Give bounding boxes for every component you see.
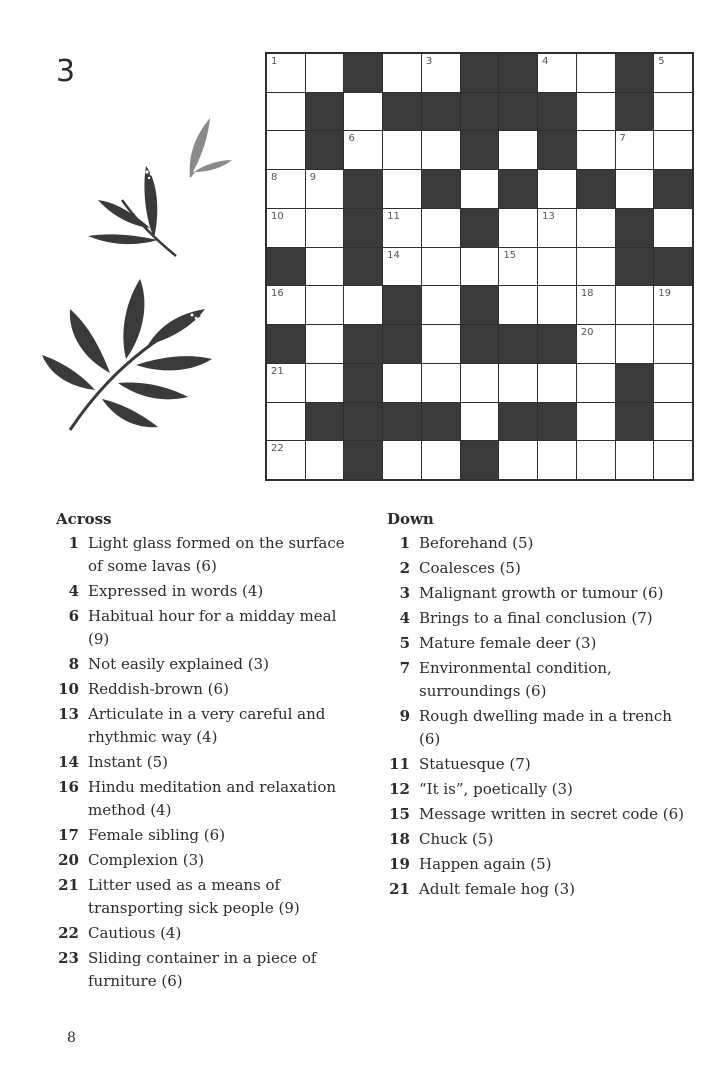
small-leaf-sprig-icon (180, 112, 240, 182)
across-clue-1 (56, 532, 356, 578)
down-clue-21 (387, 878, 687, 901)
clue-text: Reddish-brown (6) (88, 680, 229, 698)
clue-number: 1 (271, 56, 278, 67)
clue-text: Cautious (4) (88, 924, 182, 942)
grid-cell[interactable] (306, 54, 344, 92)
down-clue-15 (387, 803, 687, 826)
grid-cell[interactable] (267, 209, 305, 247)
clue-num: 5 (399, 634, 410, 652)
clue-num: 20 (58, 851, 79, 869)
black-square (461, 286, 499, 324)
grid-cell[interactable] (267, 93, 305, 131)
clue-text: Brings to a final conclusion (7) (419, 609, 653, 627)
clue-number: 4 (542, 56, 549, 67)
black-square (654, 170, 692, 208)
clue-number: 18 (580, 288, 594, 300)
medium-leaf-sprig-icon (84, 160, 184, 260)
clue-num: 7 (399, 659, 410, 677)
grid-cell[interactable] (577, 54, 615, 92)
black-square (616, 248, 654, 286)
clue-num: 13 (58, 705, 79, 723)
grid-cell[interactable] (654, 325, 692, 363)
grid-cell[interactable] (538, 170, 576, 208)
grid-cell[interactable] (654, 209, 692, 247)
black-square (461, 54, 499, 92)
clue-num: 3 (399, 584, 410, 602)
grid-cell[interactable] (306, 209, 344, 247)
grid-cell[interactable] (267, 403, 305, 441)
grid-cell[interactable] (344, 131, 382, 169)
clue-text: Complexion (3) (88, 851, 204, 869)
grid-cell[interactable] (267, 131, 305, 169)
grid-cell[interactable] (499, 209, 537, 247)
black-square (383, 93, 421, 131)
clue-num: 14 (58, 753, 79, 771)
black-square (422, 93, 460, 131)
down-clue-7 (387, 657, 687, 703)
clue-num: 22 (58, 924, 79, 942)
across-clue-20 (56, 849, 356, 872)
clue-num: 9 (399, 707, 410, 725)
black-square (461, 441, 499, 479)
grid-cell[interactable] (577, 441, 615, 479)
clue-text: Sliding container in a piece of furniture (6) (88, 949, 317, 990)
clue-number: 7 (619, 133, 626, 145)
grid-cell[interactable] (267, 170, 305, 208)
black-square (306, 131, 344, 169)
clue-num: 8 (68, 655, 79, 673)
across-clue-23 (56, 947, 356, 993)
grid-cell[interactable] (383, 170, 421, 208)
black-square (383, 325, 421, 363)
clue-number: 3 (425, 56, 433, 67)
black-square (499, 170, 537, 208)
clue-num: 6 (68, 607, 79, 625)
grid-cell[interactable] (461, 248, 499, 286)
clue-num: 1 (399, 534, 410, 552)
clue-number: 20 (580, 327, 594, 339)
puzzle-number: 3 (56, 54, 76, 89)
across-clue-16 (56, 776, 356, 822)
black-square (344, 54, 382, 92)
grid-cell[interactable] (422, 364, 460, 402)
grid-cell[interactable] (344, 93, 382, 131)
grid-cell[interactable] (344, 286, 382, 324)
black-square (422, 170, 460, 208)
clue-number: 10 (271, 210, 284, 222)
black-square (616, 364, 654, 402)
clue-num: 1 (68, 534, 79, 552)
clue-text: Happen again (5) (419, 855, 552, 873)
grid-cell[interactable] (654, 286, 692, 324)
down-clue-18 (387, 828, 687, 851)
clue-text: Chuck (5) (419, 830, 494, 848)
grid-cell[interactable] (267, 54, 305, 92)
grid-cell[interactable] (538, 248, 576, 286)
black-square (616, 54, 654, 92)
black-square (344, 248, 382, 286)
black-square (344, 364, 382, 402)
grid-cell[interactable] (499, 248, 537, 286)
down-clue-4 (387, 607, 687, 630)
grid-cell[interactable] (654, 93, 692, 131)
grid-cell[interactable] (499, 441, 537, 479)
grid-cell[interactable] (577, 93, 615, 131)
clue-text: Coalesces (5) (419, 559, 521, 577)
clue-number: 8 (271, 172, 278, 184)
clue-text: Malignant growth or tumour (6) (419, 584, 664, 602)
black-square (344, 403, 382, 441)
black-square (538, 403, 576, 441)
black-square (267, 325, 305, 363)
grid-cell[interactable] (422, 131, 460, 169)
grid-cell[interactable] (461, 170, 499, 208)
across-clue-6 (56, 605, 356, 651)
black-square (383, 286, 421, 324)
clue-num: 4 (68, 582, 79, 600)
down-clue-12 (387, 778, 687, 801)
crossword-grid (265, 52, 694, 481)
black-square (383, 403, 421, 441)
grid-cell[interactable] (461, 364, 499, 402)
across-clue-22 (56, 922, 356, 945)
clue-number: 19 (658, 288, 671, 300)
clue-number: 21 (271, 365, 284, 377)
black-square (461, 325, 499, 363)
grid-cell[interactable] (577, 403, 615, 441)
black-square (344, 170, 382, 208)
grid-cell[interactable] (383, 131, 421, 169)
down-clue-1 (387, 532, 687, 555)
down-clue-3 (387, 582, 687, 605)
black-square (538, 325, 576, 363)
clue-number: 14 (387, 249, 400, 261)
clue-num: 17 (58, 826, 79, 844)
black-square (344, 325, 382, 363)
down-heading: Down (387, 510, 434, 528)
clue-text: Articulate in a very careful and rhythmic way (4) (88, 705, 326, 746)
clue-num: 23 (58, 949, 79, 967)
clue-num: 12 (389, 780, 410, 798)
clue-text: Expressed in words (4) (88, 582, 264, 600)
grid-cell[interactable] (538, 364, 576, 402)
clue-num: 21 (389, 880, 410, 898)
grid-cell[interactable] (306, 170, 344, 208)
black-square (344, 209, 382, 247)
black-square (461, 93, 499, 131)
grid-cell[interactable] (538, 209, 576, 247)
grid-cell[interactable] (577, 248, 615, 286)
black-square (344, 441, 382, 479)
grid-cell[interactable] (654, 403, 692, 441)
black-square (499, 403, 537, 441)
grid-cell[interactable] (267, 364, 305, 402)
grid-cell[interactable] (616, 170, 654, 208)
grid-cell[interactable] (306, 325, 344, 363)
grid-cell[interactable] (616, 441, 654, 479)
black-square (499, 93, 537, 131)
grid-cell[interactable] (577, 325, 615, 363)
down-clue-9 (387, 705, 687, 751)
clue-text: Light glass formed on the surface of some lavas (6) (88, 534, 345, 575)
grid-cell[interactable] (461, 403, 499, 441)
down-clue-2 (387, 557, 687, 580)
across-clue-10 (56, 678, 356, 701)
black-square (499, 325, 537, 363)
grid-cell[interactable] (383, 364, 421, 402)
clue-text: Mature female deer (3) (419, 634, 597, 652)
clue-num: 10 (58, 680, 79, 698)
grid-cell[interactable] (422, 286, 460, 324)
clue-number: 16 (271, 288, 284, 300)
across-clues (56, 510, 356, 995)
clue-number: 9 (309, 172, 317, 184)
clue-text: “It is”, poetically (3) (419, 780, 573, 798)
black-square (616, 93, 654, 131)
clue-num: 4 (399, 609, 410, 627)
clue-text: Message written in secret code (6) (419, 805, 684, 823)
clue-text: Rough dwelling made in a trench (6) (419, 707, 672, 748)
clue-text: Environmental condition, surroundings (6) (419, 659, 612, 700)
clue-number: 5 (658, 56, 665, 67)
grid-cell[interactable] (616, 325, 654, 363)
grid-cell[interactable] (499, 364, 537, 402)
grid-cell[interactable] (577, 209, 615, 247)
black-square (267, 248, 305, 286)
black-square (577, 170, 615, 208)
grid-cell[interactable] (654, 441, 692, 479)
black-square (461, 131, 499, 169)
grid-cell[interactable] (383, 248, 421, 286)
clue-number: 22 (271, 443, 284, 455)
clue-number: 13 (542, 210, 555, 222)
across-clue-4 (56, 580, 356, 603)
black-square (616, 209, 654, 247)
grid-cell[interactable] (577, 131, 615, 169)
grid-cell[interactable] (306, 248, 344, 286)
grid-cell[interactable] (616, 286, 654, 324)
across-clue-21 (56, 874, 356, 920)
grid-cell[interactable] (267, 441, 305, 479)
down-clue-5 (387, 632, 687, 655)
grid-cell[interactable] (654, 54, 692, 92)
black-square (538, 131, 576, 169)
across-clue-8 (56, 653, 356, 676)
down-clue-11 (387, 753, 687, 776)
black-square (306, 403, 344, 441)
clue-num: 21 (58, 876, 79, 894)
down-clues (387, 510, 687, 903)
grid-cell[interactable] (538, 286, 576, 324)
grid-cell[interactable] (577, 286, 615, 324)
grid-cell[interactable] (538, 441, 576, 479)
grid-cell[interactable] (267, 286, 305, 324)
clue-text: Not easily explained (3) (88, 655, 269, 673)
clue-text: Beforehand (5) (419, 534, 534, 552)
clue-text: Statuesque (7) (419, 755, 531, 773)
grid-cell[interactable] (306, 441, 344, 479)
clue-text: Female sibling (6) (88, 826, 226, 844)
grid-cell[interactable] (422, 325, 460, 363)
clue-text: Adult female hog (3) (419, 880, 576, 898)
clue-num: 18 (389, 830, 410, 848)
clue-text: Hindu meditation and relaxation method (4) (88, 778, 337, 819)
across-clue-13 (56, 703, 356, 749)
clue-text: Litter used as a means of transporting sick people (9) (88, 876, 300, 917)
across-clue-17 (56, 824, 356, 847)
grid-cell[interactable] (577, 364, 615, 402)
grid-cell[interactable] (499, 131, 537, 169)
black-square (616, 403, 654, 441)
grid-cell[interactable] (422, 248, 460, 286)
grid-cell[interactable] (616, 131, 654, 169)
black-square (654, 248, 692, 286)
grid-cell[interactable] (654, 364, 692, 402)
grid-cell[interactable] (538, 54, 576, 92)
grid-cell[interactable] (306, 286, 344, 324)
clue-number: 11 (387, 210, 400, 222)
black-square (422, 403, 460, 441)
grid-cell[interactable] (654, 131, 692, 169)
grid-cell[interactable] (499, 286, 537, 324)
black-square (306, 93, 344, 131)
across-clue-14 (56, 751, 356, 774)
grid-cell[interactable] (422, 54, 460, 92)
clue-number: 6 (348, 133, 355, 145)
across-heading: Across (56, 510, 112, 528)
large-leaf-branch-icon (40, 275, 220, 435)
clue-num: 16 (58, 778, 79, 796)
page-number: 8 (67, 1030, 76, 1046)
grid-cell[interactable] (383, 54, 421, 92)
clue-text: Instant (5) (88, 753, 168, 771)
grid-cell[interactable] (306, 364, 344, 402)
down-clue-19 (387, 853, 687, 876)
black-square (461, 209, 499, 247)
clue-num: 19 (389, 855, 410, 873)
black-square (538, 93, 576, 131)
clue-text: Habitual hour for a midday meal (9) (88, 607, 337, 648)
grid-cell[interactable] (383, 441, 421, 479)
clue-num: 11 (389, 755, 410, 773)
grid-cell[interactable] (422, 209, 460, 247)
clue-number: 15 (503, 249, 517, 261)
clue-num: 15 (389, 805, 410, 823)
black-square (499, 54, 537, 92)
grid-cell[interactable] (422, 441, 460, 479)
clue-num: 2 (399, 559, 410, 577)
grid-cell[interactable] (383, 209, 421, 247)
